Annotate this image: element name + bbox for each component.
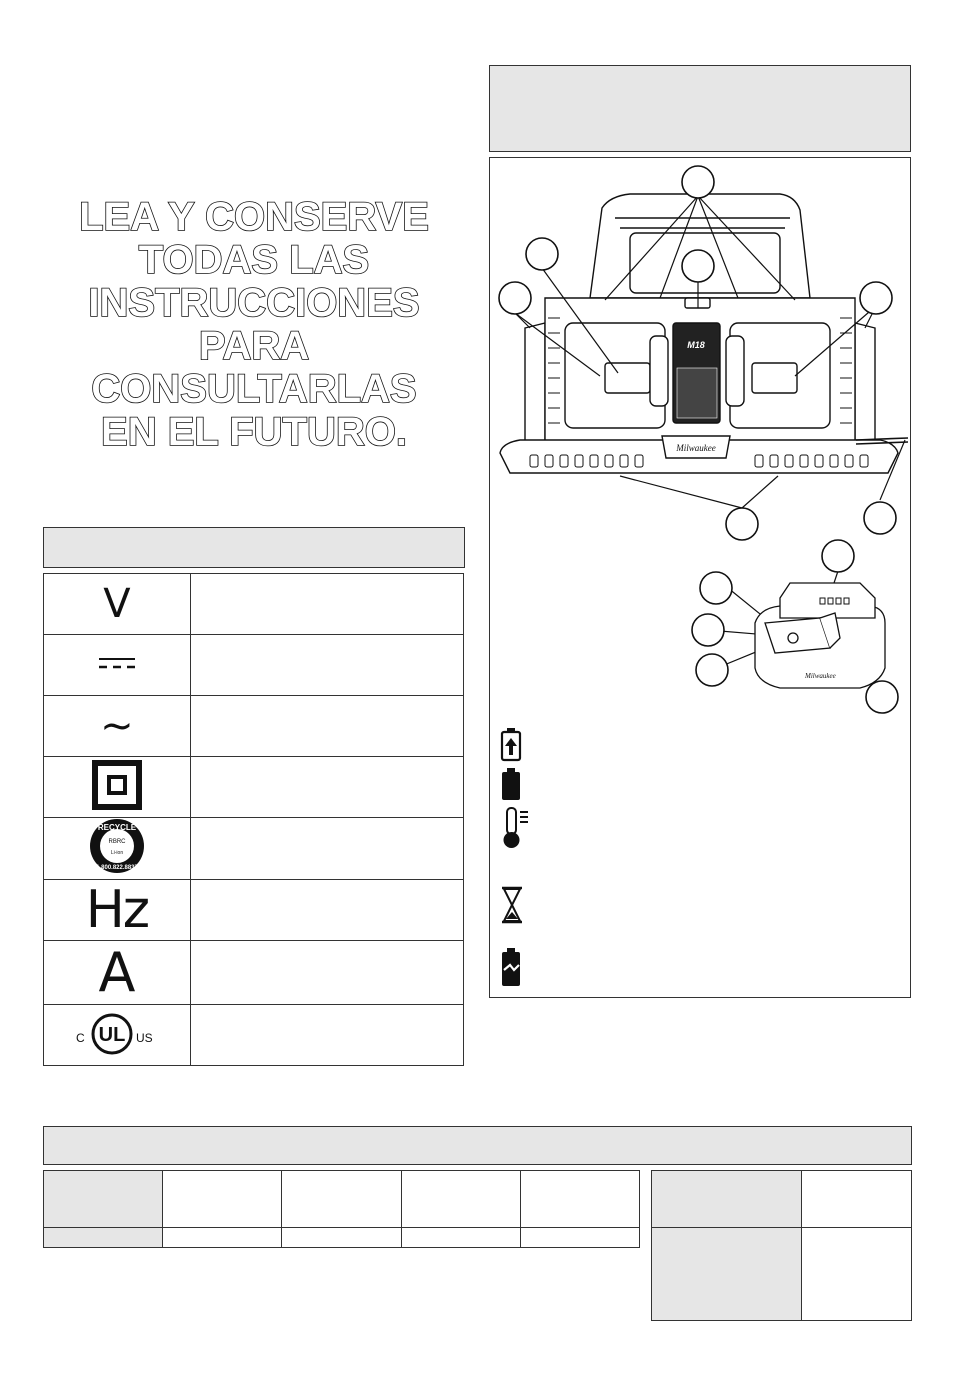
temperature-icon: [504, 808, 529, 848]
svg-text:C: C: [75, 1030, 85, 1045]
table-row: [652, 1228, 912, 1321]
table-row: [44, 635, 464, 696]
callout-circle: [526, 238, 558, 270]
charger-illustration: [490, 158, 910, 997]
headline-line: CONSULTARLAS: [91, 367, 417, 411]
svg-text:UL: UL: [98, 1023, 126, 1046]
specifications-table: [43, 1170, 640, 1248]
headline-line: INSTRUCCIONES: [88, 281, 420, 325]
table-row: [44, 818, 464, 880]
headline-line: TODAS LAS: [138, 238, 370, 282]
table-row: [44, 1171, 640, 1228]
alternating-current-symbol: ~: [100, 703, 134, 749]
table-header-cell: [282, 1171, 401, 1228]
table-cell: [652, 1228, 802, 1321]
svg-text:US: US: [135, 1030, 153, 1045]
svg-text:Li-ion: Li-ion: [110, 850, 124, 856]
headline-line: PARA: [198, 324, 310, 368]
callout-circle: [822, 540, 854, 572]
direct-current-symbol: [95, 653, 139, 673]
callout-circle: [696, 654, 728, 686]
table-row: [44, 574, 464, 635]
table-cell: [520, 1228, 639, 1248]
charging-battery-icon: [502, 728, 520, 760]
table-row: [44, 696, 464, 757]
table-header-cell: [401, 1171, 520, 1228]
table-cell: [282, 1228, 401, 1248]
table-cell: [401, 1228, 520, 1248]
headline: [44, 196, 464, 454]
volts-symbol: V: [103, 581, 131, 627]
table-cell: [163, 1228, 282, 1248]
svg-text:1.800.822.8837: 1.800.822.8837: [96, 865, 138, 871]
headline-line: EN EL FUTURO.: [101, 410, 407, 454]
callout-circle: [499, 282, 531, 314]
hourglass-icon: [502, 888, 522, 922]
amperes-symbol: A: [98, 941, 136, 1004]
faulty-battery-icon: [502, 948, 520, 986]
charger-diagram-panel: [489, 157, 911, 998]
table-row: [44, 941, 464, 1005]
battery-table: [651, 1170, 912, 1321]
table-cell: [802, 1228, 912, 1321]
headline-line: LEA Y CONSERVE: [79, 195, 429, 239]
section-header-right: [489, 65, 911, 152]
callout-circle: [700, 572, 732, 604]
table-header-cell: [802, 1171, 912, 1228]
symbols-table: [43, 573, 464, 1066]
brand-label: Milwaukee: [676, 443, 716, 453]
callout-circle: [682, 250, 714, 282]
table-row: [652, 1171, 912, 1228]
callout-circle: [726, 508, 758, 540]
double-insulation-symbol: [92, 760, 142, 810]
fully-charged-battery-icon: [502, 768, 520, 800]
model-label: M18: [687, 340, 705, 350]
callout-circle: [860, 282, 892, 314]
callout-circle: [692, 614, 724, 646]
table-row: [44, 1228, 640, 1248]
table-row: [44, 880, 464, 941]
table-header-cell: [520, 1171, 639, 1228]
svg-text:RBRC: RBRC: [108, 839, 126, 845]
svg-text:RECYCLE: RECYCLE: [97, 823, 137, 832]
table-header-cell: [652, 1171, 802, 1228]
rbrc-recycle-seal: [89, 818, 145, 874]
callout-circle: [866, 681, 898, 713]
table-row: [44, 1005, 464, 1066]
callout-circle: [682, 166, 714, 198]
table-row: [44, 757, 464, 818]
table-cell: [44, 1228, 163, 1248]
callout-circle: [864, 502, 896, 534]
table-header-cell: [163, 1171, 282, 1228]
symbols-header: [43, 527, 465, 568]
hertz-symbol: Hz: [85, 880, 149, 940]
rapid-charger-drawing: [500, 194, 908, 473]
brand-label-small: Milwaukee: [805, 672, 836, 680]
ul-listing-mark: [72, 1010, 162, 1056]
table-header-cell: [44, 1171, 163, 1228]
specifications-header: [43, 1126, 912, 1165]
single-bay-charger-drawing: [755, 583, 885, 688]
